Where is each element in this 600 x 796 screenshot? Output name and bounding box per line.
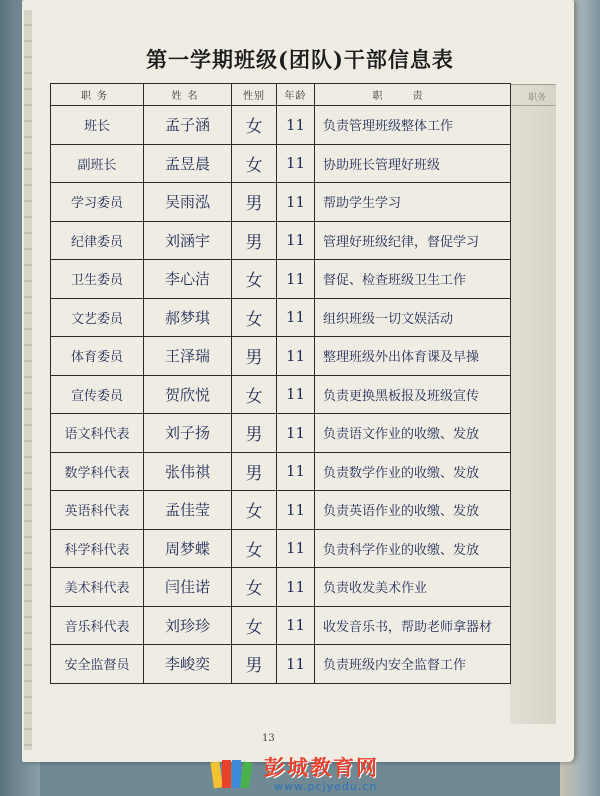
duty-cell: 组织班级一切文娱活动 xyxy=(315,298,511,337)
age-cell: 11 xyxy=(277,298,315,337)
duty-cell: 负责科学作业的收缴、发放 xyxy=(315,529,511,568)
role-cell: 纪律委员 xyxy=(51,221,144,260)
gender-cell: 女 xyxy=(232,606,277,645)
header-role: 职务 xyxy=(51,84,144,106)
name-cell: 刘子扬 xyxy=(144,414,232,453)
gender-cell: 男 xyxy=(232,221,277,260)
watermark-title: 彭城教育网 xyxy=(264,756,379,780)
table-row xyxy=(51,645,511,684)
age-cell: 11 xyxy=(277,183,315,222)
role-cell: 语文科代表 xyxy=(51,414,144,453)
role-cell: 卫生委员 xyxy=(51,260,144,299)
age-cell: 11 xyxy=(277,106,315,145)
gender-cell: 女 xyxy=(232,375,277,414)
name-cell: 闫佳诺 xyxy=(144,568,232,607)
duty-cell: 整理班级外出体育课及早操 xyxy=(315,337,511,376)
age-cell: 11 xyxy=(277,144,315,183)
name-cell: 周梦蝶 xyxy=(144,529,232,568)
page-title: 第一学期班级(团队)干部信息表 xyxy=(146,47,454,72)
name-cell: 王泽瑞 xyxy=(144,337,232,376)
duty-cell: 负责更换黑板报及班级宣传 xyxy=(315,375,511,414)
table-row xyxy=(51,298,511,337)
books-logo-icon xyxy=(210,754,258,792)
role-cell: 体育委员 xyxy=(51,337,144,376)
table-row xyxy=(51,106,511,145)
table-row xyxy=(51,568,511,607)
role-cell: 安全监督员 xyxy=(51,645,144,684)
name-cell: 贺欣悦 xyxy=(144,375,232,414)
gender-cell: 男 xyxy=(232,452,277,491)
table-row xyxy=(51,260,511,299)
age-cell: 11 xyxy=(277,414,315,453)
duty-cell: 负责收发美术作业 xyxy=(315,568,511,607)
gender-cell: 女 xyxy=(232,491,277,530)
site-watermark xyxy=(210,752,410,796)
table-row xyxy=(51,144,511,183)
watermark-url: www.pcjyedu.cn xyxy=(274,780,378,793)
role-cell: 班长 xyxy=(51,106,144,145)
role-cell: 宣传委员 xyxy=(51,375,144,414)
gender-cell: 女 xyxy=(232,260,277,299)
role-cell: 美术科代表 xyxy=(51,568,144,607)
duty-cell: 负责数学作业的收缴、发放 xyxy=(315,452,511,491)
gender-cell: 男 xyxy=(232,414,277,453)
name-cell: 孟佳莹 xyxy=(144,491,232,530)
duty-cell: 收发音乐书，帮助老师拿器材 xyxy=(315,606,511,645)
role-cell: 科学科代表 xyxy=(51,529,144,568)
name-cell: 李峻奕 xyxy=(144,645,232,684)
cadre-info-table xyxy=(50,83,511,684)
next-page-line xyxy=(510,84,556,85)
gender-cell: 女 xyxy=(232,529,277,568)
duty-cell: 负责班级内安全监督工作 xyxy=(315,645,511,684)
name-cell: 吴雨泓 xyxy=(144,183,232,222)
duty-cell: 帮助学生学习 xyxy=(315,183,511,222)
age-cell: 11 xyxy=(277,529,315,568)
table-row xyxy=(51,606,511,645)
gender-cell: 男 xyxy=(232,183,277,222)
name-cell: 李心洁 xyxy=(144,260,232,299)
duty-cell: 负责英语作业的收缴、发放 xyxy=(315,491,511,530)
duty-cell: 管理好班级纪律，督促学习 xyxy=(315,221,511,260)
table-row xyxy=(51,491,511,530)
gender-cell: 男 xyxy=(232,337,277,376)
age-cell: 11 xyxy=(277,568,315,607)
age-cell: 11 xyxy=(277,221,315,260)
name-cell: 刘涵宇 xyxy=(144,221,232,260)
gender-cell: 女 xyxy=(232,568,277,607)
role-cell: 数学科代表 xyxy=(51,452,144,491)
table-row xyxy=(51,337,511,376)
role-cell: 副班长 xyxy=(51,144,144,183)
role-cell: 学习委员 xyxy=(51,183,144,222)
gender-cell: 女 xyxy=(232,298,277,337)
header-gender: 性别 xyxy=(232,84,277,106)
role-cell: 音乐科代表 xyxy=(51,606,144,645)
role-cell: 文艺委员 xyxy=(51,298,144,337)
next-page-line xyxy=(510,105,556,106)
name-cell: 张伟祺 xyxy=(144,452,232,491)
header-name: 姓名 xyxy=(144,84,232,106)
table-row xyxy=(51,414,511,453)
table-row xyxy=(51,183,511,222)
table-row xyxy=(51,452,511,491)
age-cell: 11 xyxy=(277,452,315,491)
gender-cell: 女 xyxy=(232,106,277,145)
age-cell: 11 xyxy=(277,260,315,299)
next-page-header: 职务 xyxy=(528,93,547,103)
binding-edge xyxy=(24,10,32,750)
table-row xyxy=(51,221,511,260)
next-page-strip xyxy=(510,84,556,724)
header-age: 年龄 xyxy=(277,84,315,106)
table-header-row xyxy=(51,84,511,106)
table-row xyxy=(51,375,511,414)
age-cell: 11 xyxy=(277,606,315,645)
duty-cell: 负责语文作业的收缴、发放 xyxy=(315,414,511,453)
gender-cell: 女 xyxy=(232,144,277,183)
duty-cell: 协助班长管理好班级 xyxy=(315,144,511,183)
duty-cell: 负责管理班级整体工作 xyxy=(315,106,511,145)
duty-cell: 督促、检查班级卫生工作 xyxy=(315,260,511,299)
gender-cell: 男 xyxy=(232,645,277,684)
age-cell: 11 xyxy=(277,337,315,376)
name-cell: 刘珍珍 xyxy=(144,606,232,645)
name-cell: 孟昱晨 xyxy=(144,144,232,183)
header-duty: 职责 xyxy=(315,84,511,106)
table-row xyxy=(51,529,511,568)
age-cell: 11 xyxy=(277,491,315,530)
name-cell: 孟子涵 xyxy=(144,106,232,145)
age-cell: 11 xyxy=(277,375,315,414)
age-cell: 11 xyxy=(277,645,315,684)
page-number: 13 xyxy=(262,733,275,744)
role-cell: 英语科代表 xyxy=(51,491,144,530)
name-cell: 郝梦琪 xyxy=(144,298,232,337)
